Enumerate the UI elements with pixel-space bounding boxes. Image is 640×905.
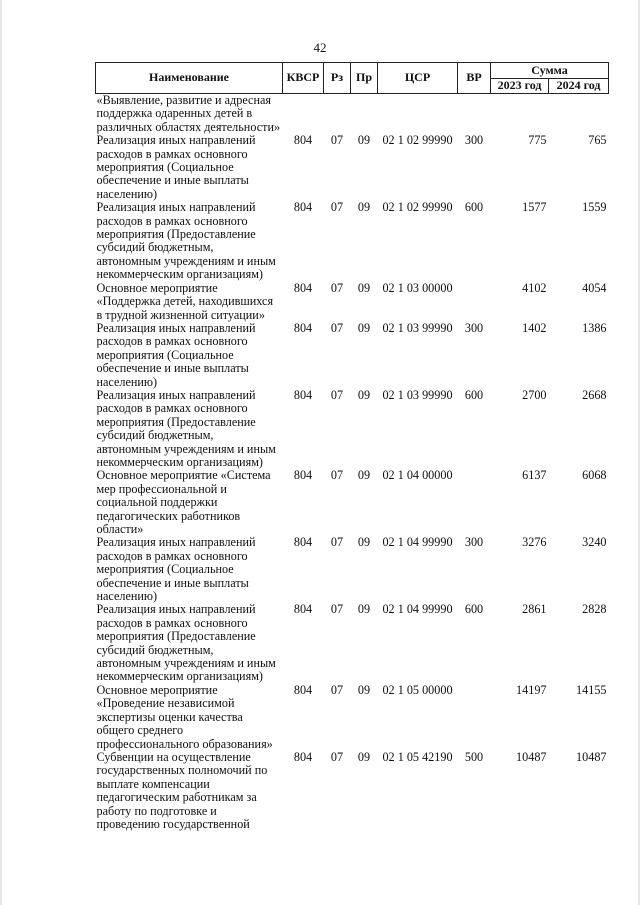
header-pr: Пр [351, 63, 378, 94]
cell-sum-2023 [491, 94, 549, 135]
cell-vr [458, 282, 491, 322]
cell-kvsr: 804 [293, 280, 313, 295]
cell-sum-2023: 1402 [522, 320, 547, 335]
cell-vr: 300 [464, 133, 484, 148]
cell-sum-2024 [549, 94, 609, 135]
cell-vr [458, 94, 491, 135]
cell-name: Реализация иных направлений расходов в рамках основного мероприятия (Предоставление субсидий бюджетным, автономным учреждениям и иным некоммерческим организациям) [96, 200, 276, 282]
cell-csr: 02 1 04 99990 [382, 535, 453, 550]
cell-csr: 02 1 02 99990 [382, 200, 453, 215]
cell-sum-2024: 765 [588, 133, 607, 148]
cell-csr: 02 1 04 99990 [382, 602, 453, 617]
header-2023: 2023 год [491, 78, 549, 94]
cell-sum-2023: 14197 [516, 682, 547, 697]
page-number: 42 [313, 40, 327, 55]
cell-rz: 07 [330, 468, 344, 483]
header-2024: 2024 год [549, 78, 609, 94]
cell-csr: 02 1 05 42190 [382, 749, 453, 764]
header-sum: Сумма [491, 63, 609, 79]
cell-rz: 07 [330, 535, 344, 550]
cell-sum-2023: 775 [528, 133, 547, 148]
cell-kvsr: 804 [293, 133, 313, 148]
cell-vr: 300 [464, 320, 484, 335]
budget-table [95, 62, 609, 831]
table-row [96, 536, 609, 603]
table-body [96, 94, 609, 832]
cell-pr: 09 [357, 320, 371, 335]
cell-pr [351, 94, 378, 135]
cell-kvsr: 804 [293, 200, 313, 215]
cell-kvsr: 804 [293, 387, 313, 402]
cell-name: Основное мероприятие «Система мер профессиональной и социальной поддержки педагогических работников области» [96, 468, 271, 536]
cell-pr: 09 [357, 387, 371, 402]
cell-sum-2024: 2828 [582, 602, 607, 617]
cell-rz: 07 [330, 133, 344, 148]
cell-name: Реализация иных направлений расходов в рамках основного мероприятия (Предоставление субсидий бюджетным, автономным учреждениям и иным некоммерческим организациям) [96, 602, 276, 684]
cell-kvsr: 804 [293, 320, 313, 335]
cell-sum-2023: 10487 [516, 749, 547, 764]
cell-pr: 09 [357, 749, 371, 764]
cell-pr: 09 [357, 682, 371, 697]
header-vr: ВР [458, 63, 491, 94]
cell-pr: 09 [357, 535, 371, 550]
cell-rz: 07 [330, 320, 344, 335]
cell-pr: 09 [357, 280, 371, 295]
cell-sum-2023: 3276 [522, 535, 547, 550]
header-name: Наименование [96, 63, 283, 94]
cell-csr: 02 1 03 00000 [382, 280, 453, 295]
table-row [96, 322, 609, 389]
cell-vr [458, 684, 491, 751]
cell-name: Основное мероприятие «Проведение независимой экспертизы оценки качества общего среднего профессионального образования» [96, 682, 273, 751]
table-row [96, 201, 609, 281]
cell-kvsr: 804 [293, 682, 313, 697]
cell-sum-2024: 2668 [582, 387, 607, 402]
cell-vr: 600 [464, 602, 484, 617]
cell-vr: 300 [464, 535, 484, 550]
cell-vr: 600 [464, 387, 484, 402]
cell-sum-2023: 2861 [522, 602, 547, 617]
cell-csr: 02 1 05 00000 [382, 682, 453, 697]
cell-name: Реализация иных направлений расходов в рамках основного мероприятия (Социальное обеспечение и иные выплаты населению) [96, 535, 256, 604]
cell-kvsr: 804 [293, 535, 313, 550]
table-row [96, 94, 609, 135]
cell-rz: 07 [330, 387, 344, 402]
cell-rz [324, 94, 351, 135]
cell-name: Реализация иных направлений расходов в рамках основного мероприятия (Предоставление субсидий бюджетным, автономным учреждениям и иным некоммерческим организациям) [96, 387, 276, 469]
table-row [96, 389, 609, 469]
cell-name: «Выявление, развитие и адресная поддержка одаренных детей в различных областях деятельности» [96, 93, 281, 134]
cell-rz: 07 [330, 749, 344, 764]
cell-vr: 600 [464, 200, 484, 215]
cell-name: Реализация иных направлений расходов в рамках основного мероприятия (Социальное обеспечение и иные выплаты населению) [96, 320, 256, 389]
cell-vr [458, 469, 491, 536]
table-row [96, 469, 609, 536]
cell-pr: 09 [357, 468, 371, 483]
cell-sum-2023: 1577 [522, 200, 547, 215]
cell-csr [378, 94, 458, 135]
table-row [96, 751, 609, 831]
table-row [96, 684, 609, 751]
cell-rz: 07 [330, 602, 344, 617]
cell-sum-2023: 6137 [522, 468, 547, 483]
cell-pr: 09 [357, 133, 371, 148]
cell-sum-2024: 4054 [582, 280, 607, 295]
cell-sum-2024: 10487 [576, 749, 607, 764]
header-kvsr: КВСР [283, 63, 324, 94]
cell-csr: 02 1 03 99990 [382, 320, 453, 335]
cell-kvsr: 804 [293, 602, 313, 617]
header-csr: ЦСР [378, 63, 458, 94]
cell-sum-2024: 3240 [582, 535, 607, 550]
table-header [96, 63, 609, 94]
cell-name: Реализация иных направлений расходов в рамках основного мероприятия (Социальное обеспечение и иные выплаты населению) [96, 133, 256, 201]
cell-sum-2023: 4102 [522, 280, 547, 295]
cell-kvsr: 804 [293, 468, 313, 483]
cell-rz: 07 [330, 682, 344, 697]
cell-pr: 09 [357, 200, 371, 215]
cell-kvsr [283, 94, 324, 135]
cell-sum-2024: 1386 [582, 320, 607, 335]
cell-name: Основное мероприятие «Поддержка детей, находившихся в трудной жизненной ситуации» [96, 280, 274, 322]
cell-csr: 02 1 04 00000 [382, 468, 453, 483]
cell-sum-2024: 1559 [582, 200, 607, 215]
left-scan-edge [0, 0, 2, 905]
cell-pr: 09 [357, 602, 371, 617]
table-row [96, 282, 609, 322]
table-row [96, 134, 609, 201]
cell-vr: 500 [464, 749, 484, 764]
cell-rz: 07 [330, 280, 344, 295]
cell-csr: 02 1 02 99990 [382, 133, 453, 148]
cell-name: Субвенции на осуществление государственных полномочий по выплате компенсации педагогическим работникам за работу по подготовке и проведению государственной [96, 749, 268, 831]
cell-sum-2023: 2700 [522, 387, 547, 402]
cell-rz: 07 [330, 200, 344, 215]
cell-kvsr: 804 [293, 749, 313, 764]
cell-sum-2024: 6068 [582, 468, 607, 483]
table-row [96, 603, 609, 683]
header-rz: Рз [324, 63, 351, 94]
cell-csr: 02 1 03 99990 [382, 387, 453, 402]
cell-sum-2024: 14155 [576, 682, 607, 697]
